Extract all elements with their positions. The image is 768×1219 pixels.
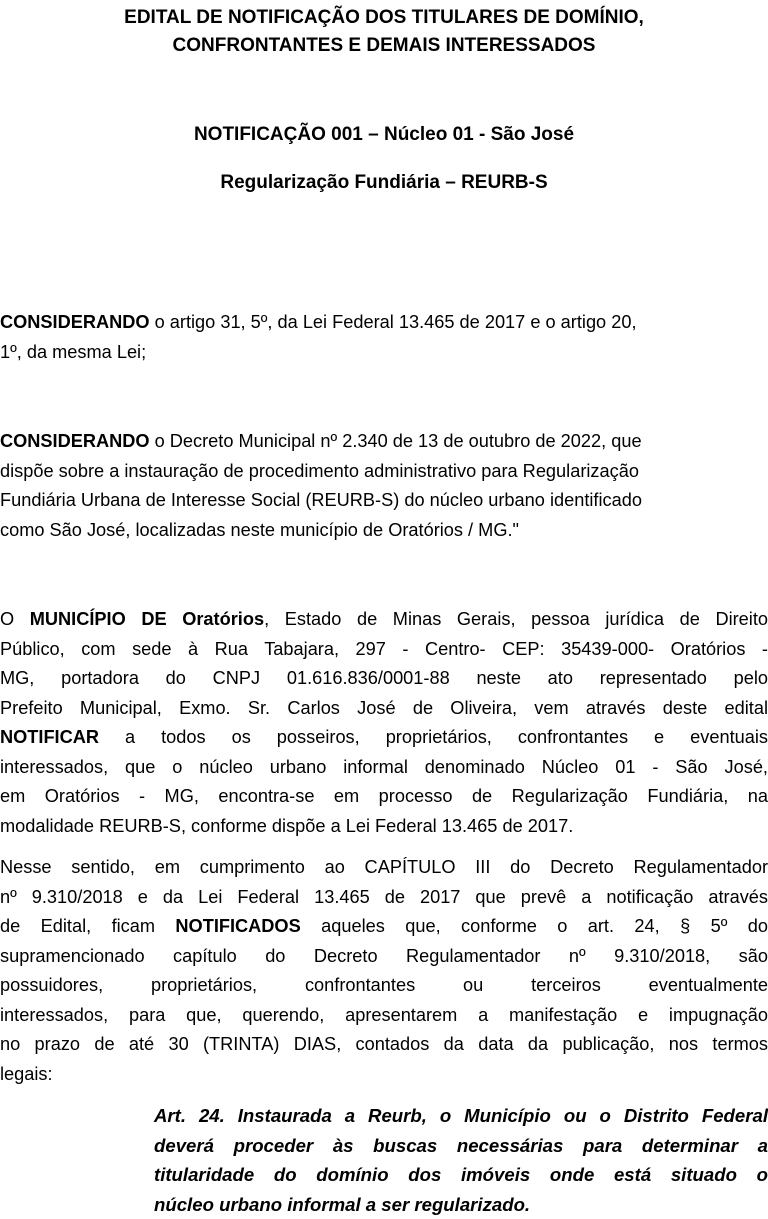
notification-heading: NOTIFICAÇÃO 001 – Núcleo 01 - São José (0, 120, 768, 150)
considerando-text: dispõe sobre a instauração de procedimento administrativo para Regularização (0, 457, 768, 487)
paragraph-text: a todos os posseiros, proprietários, confrontantes e eventuais (99, 727, 768, 747)
quote-text: núcleo urbano informal a ser regularizado. (154, 1190, 768, 1219)
considerando-paragraph-2 (0, 427, 768, 545)
paragraph-text: possuidores, proprietários, confrontantes ou terceiros eventualmente (0, 971, 768, 1001)
considerando-paragraph-1 (0, 308, 768, 367)
paragraph-text: modalidade REURB-S, conforme dispõe a Lei Federal 13.465 de 2017. (0, 812, 768, 842)
paragraph-text: de Edital, ficam (0, 916, 175, 936)
paragraph-text: MG, portadora do CNPJ 01.616.836/0001-88 neste ato representado pelo (0, 664, 768, 694)
paragraph-text: O (0, 609, 30, 629)
paragraph-text: interessados, para que, querendo, apresentarem a manifestação e impugnação (0, 1001, 768, 1031)
considerando-text: o artigo 31, 5º, da Lei Federal 13.465 de 2017 e o artigo 20, (150, 312, 637, 332)
paragraph-text: supramencionado capítulo do Decreto Regulamentador nº 9.310/2018, são (0, 942, 768, 972)
considerando-text: como São José, localizadas neste município de Oratórios / MG." (0, 516, 768, 546)
paragraph-text: , Estado de Minas Gerais, pessoa jurídica de Direito (264, 609, 768, 629)
paragraph-text: Nesse sentido, em cumprimento ao CAPÍTULO III do Decreto Regulamentador (0, 853, 768, 883)
document-title-line-2: CONFRONTANTES E DEMAIS INTERESSADOS (0, 31, 768, 61)
notification-paragraph (0, 605, 768, 841)
paragraph-text: legais: (0, 1060, 768, 1090)
considerando-text: 1º, da mesma Lei; (0, 338, 768, 368)
notify-keyword: NOTIFICAR (0, 727, 99, 747)
quote-text: titularidade do domínio dos imóveis onde está situado o (154, 1160, 768, 1190)
considerando-text: o Decreto Municipal nº 2.340 de 13 de outubro de 2022, que (150, 431, 642, 451)
paragraph-text: Público, com sede à Rua Tabajara, 297 - Centro- CEP: 35439-000- Oratórios - (0, 635, 768, 665)
deadline-paragraph (0, 853, 768, 1089)
considerando-lead: CONSIDERANDO (0, 431, 150, 451)
paragraph-text: nº 9.310/2018 e da Lei Federal 13.465 de 2017 que prevê a notificação através (0, 883, 768, 913)
document-title-line-1: EDITAL DE NOTIFICAÇÃO DOS TITULARES DE DOMÍNIO, (0, 3, 768, 33)
considerando-text: Fundiária Urbana de Interesse Social (REURB-S) do núcleo urbano identificado (0, 486, 768, 516)
quote-text: Art. 24. Instaurada a Reurb, o Município ou o Distrito Federal (154, 1101, 768, 1131)
notified-keyword: NOTIFICADOS (175, 916, 300, 936)
paragraph-text: em Oratórios - MG, encontra-se em processo de Regularização Fundiária, na (0, 782, 768, 812)
paragraph-text: no prazo de até 30 (TRINTA) DIAS, contados da data da publicação, nos termos (0, 1030, 768, 1060)
considerando-lead: CONSIDERANDO (0, 312, 150, 332)
paragraph-text: Prefeito Municipal, Exmo. Sr. Carlos José de Oliveira, vem através deste edital (0, 694, 768, 724)
municipality-name: MUNICÍPIO DE Oratórios (30, 609, 264, 629)
subject-heading: Regularização Fundiária – REURB-S (0, 168, 768, 198)
legal-quote (154, 1101, 768, 1219)
quote-text: deverá proceder às buscas necessárias para determinar a (154, 1131, 768, 1161)
paragraph-text: interessados, que o núcleo urbano informal denominado Núcleo 01 - São José, (0, 753, 768, 783)
paragraph-text: aqueles que, conforme o art. 24, § 5º do (301, 916, 768, 936)
